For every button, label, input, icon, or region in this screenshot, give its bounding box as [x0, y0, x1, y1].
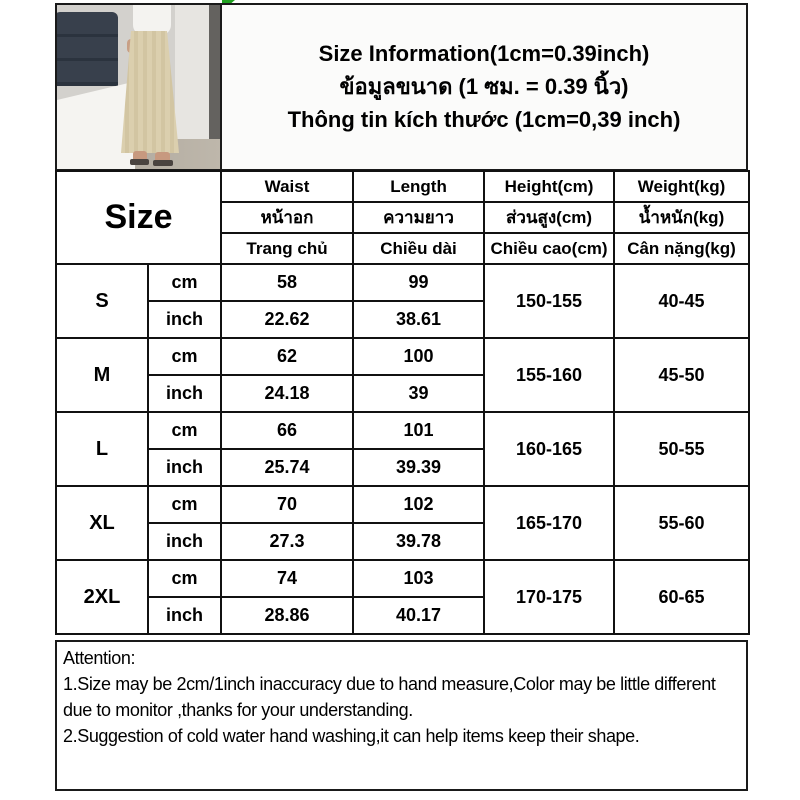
size-header-cell: Size [56, 171, 221, 264]
col-header-waist-vi: Trang chủ [221, 233, 353, 264]
table-row-2xl-cm [56, 560, 749, 597]
value-length-inch: 40.17 [353, 597, 484, 634]
unit-label: cm [148, 264, 221, 301]
col-header-height-th: ส่วนสูง(cm) [484, 202, 614, 233]
unit-label: inch [148, 375, 221, 412]
value-height: 170-175 [484, 560, 614, 634]
col-header-waist-th: หน้าอก [221, 202, 353, 233]
col-header-waist: Waist [221, 171, 353, 202]
col-header-length-th: ความยาว [353, 202, 484, 233]
unit-label: inch [148, 597, 221, 634]
unit-label: cm [148, 412, 221, 449]
value-height: 155-160 [484, 338, 614, 412]
size-label: L [56, 412, 148, 486]
value-length-inch: 38.61 [353, 301, 484, 338]
value-length-inch: 39 [353, 375, 484, 412]
size-label: S [56, 264, 148, 338]
attention-line-1: 1.Size may be 2cm/1inch inaccuracy due to hand measure,Color may be little different due to monitor ,thanks for your understanding. [63, 674, 716, 720]
unit-label: cm [148, 486, 221, 523]
value-length-cm: 102 [353, 486, 484, 523]
value-waist-cm: 70 [221, 486, 353, 523]
table-row-m-cm [56, 338, 749, 375]
unit-label: cm [148, 338, 221, 375]
attention-line-2: 2.Suggestion of cold water hand washing,it can help items keep their shape. [63, 726, 640, 746]
table-row-xl-cm [56, 486, 749, 523]
value-length-cm: 100 [353, 338, 484, 375]
table-row-l-cm [56, 412, 749, 449]
attention-note [55, 640, 748, 791]
value-waist-cm: 74 [221, 560, 353, 597]
value-waist-inch: 25.74 [221, 449, 353, 486]
photo-model-sandal [130, 159, 149, 165]
value-length-inch: 39.78 [353, 523, 484, 560]
value-length-cm: 103 [353, 560, 484, 597]
table-row-s-cm [56, 264, 749, 301]
size-label: M [56, 338, 148, 412]
col-header-weight: Weight(kg) [614, 171, 749, 202]
value-waist-inch: 28.86 [221, 597, 353, 634]
value-waist-cm: 66 [221, 412, 353, 449]
value-length-cm: 99 [353, 264, 484, 301]
value-height: 160-165 [484, 412, 614, 486]
value-waist-inch: 27.3 [221, 523, 353, 560]
value-waist-cm: 62 [221, 338, 353, 375]
col-header-height: Height(cm) [484, 171, 614, 202]
col-header-weight-th: น้ำหนัก(kg) [614, 202, 749, 233]
title-panel [220, 3, 748, 171]
value-length-inch: 39.39 [353, 449, 484, 486]
col-header-length: Length [353, 171, 484, 202]
product-photo [55, 3, 222, 171]
header-row-en [56, 171, 749, 202]
unit-label: cm [148, 560, 221, 597]
attention-heading: Attention: [63, 648, 136, 668]
size-label: XL [56, 486, 148, 560]
value-weight: 50-55 [614, 412, 749, 486]
page-title-en: Size Information(1cm=0.39inch) [318, 41, 650, 66]
unit-label: inch [148, 449, 221, 486]
size-table [55, 170, 750, 635]
col-header-weight-vi: Cân nặng(kg) [614, 233, 749, 264]
value-waist-inch: 22.62 [221, 301, 353, 338]
unit-label: inch [148, 523, 221, 560]
value-weight: 45-50 [614, 338, 749, 412]
value-weight: 40-45 [614, 264, 749, 338]
unit-label: inch [148, 301, 221, 338]
value-weight: 55-60 [614, 486, 749, 560]
photo-headboard [55, 12, 118, 86]
value-height: 165-170 [484, 486, 614, 560]
photo-model-sandal [153, 160, 173, 166]
page-title-vi: Thông tin kích thước (1cm=0,39 inch) [287, 107, 681, 132]
photo-model-top [133, 3, 171, 35]
page-title-th: ข้อมูลขนาด (1 ซม. = 0.39 นิ้ว) [339, 74, 629, 99]
value-weight: 60-65 [614, 560, 749, 634]
value-height: 150-155 [484, 264, 614, 338]
value-waist-cm: 58 [221, 264, 353, 301]
value-length-cm: 101 [353, 412, 484, 449]
size-label: 2XL [56, 560, 148, 634]
col-header-length-vi: Chiều dài [353, 233, 484, 264]
col-header-height-vi: Chiều cao(cm) [484, 233, 614, 264]
value-waist-inch: 24.18 [221, 375, 353, 412]
